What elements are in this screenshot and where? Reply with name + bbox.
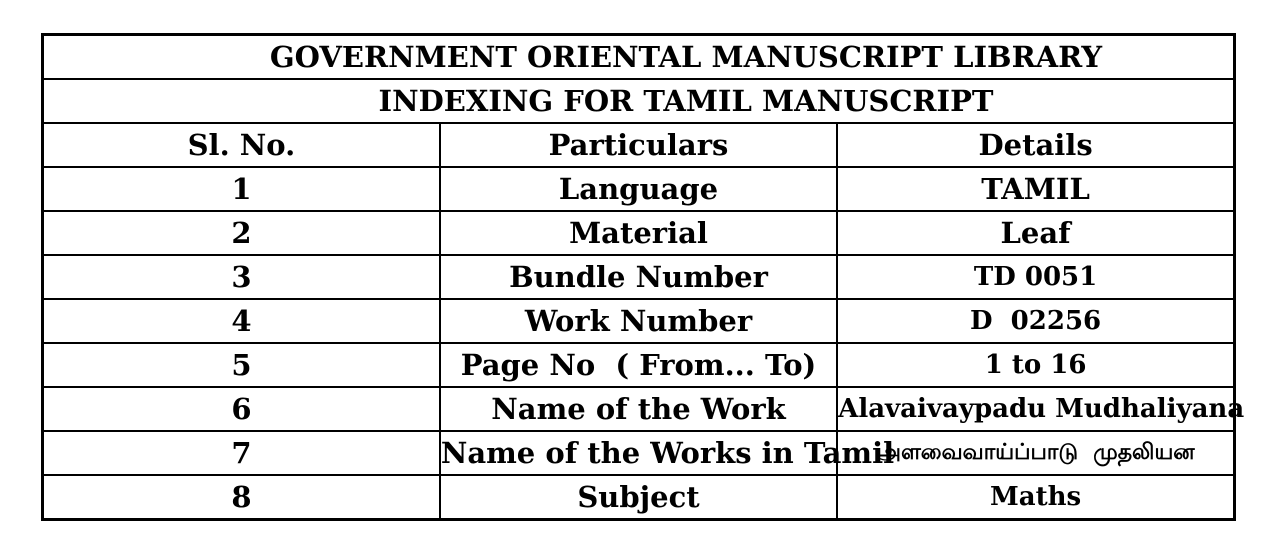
header-particulars: Particulars [440, 123, 837, 167]
row-sl-no: 1 [43, 167, 440, 211]
row-sl-no: 7 [43, 431, 440, 475]
header-details: Details [837, 123, 1234, 167]
title-row [43, 35, 1235, 80]
row-particular: Material [440, 211, 837, 255]
row-particular: Name of the Works in Tamil [440, 431, 837, 475]
row-detail: Alavaivaypadu Mudhaliyana [837, 387, 1234, 431]
index-subtitle: INDEXING FOR TAMIL MANUSCRIPT [43, 79, 1235, 123]
row-detail: Maths [837, 475, 1234, 520]
header-row [43, 123, 1235, 167]
row-detail: TD 0051 [837, 255, 1234, 299]
row-particular: Page No ( From... To) [440, 343, 837, 387]
table-row [43, 255, 1235, 299]
row-detail: 1 to 16 [837, 343, 1234, 387]
header-sl-no: Sl. No. [43, 123, 440, 167]
row-sl-no: 6 [43, 387, 440, 431]
row-particular: Subject [440, 475, 837, 520]
subtitle-row [43, 79, 1235, 123]
row-detail: D 02256 [837, 299, 1234, 343]
table-row [43, 343, 1235, 387]
library-title: GOVERNMENT ORIENTAL MANUSCRIPT LIBRARY [43, 35, 1235, 80]
table-row [43, 431, 1235, 475]
row-particular: Work Number [440, 299, 837, 343]
table-row [43, 211, 1235, 255]
manuscript-index-table [41, 33, 1245, 521]
row-sl-no: 3 [43, 255, 440, 299]
table-row [43, 387, 1235, 431]
row-particular: Name of the Work [440, 387, 837, 431]
row-detail: Leaf [837, 211, 1234, 255]
row-particular: Language [440, 167, 837, 211]
row-particular: Bundle Number [440, 255, 837, 299]
table-row [43, 475, 1235, 520]
table-row [43, 299, 1235, 343]
row-sl-no: 4 [43, 299, 440, 343]
row-sl-no: 2 [43, 211, 440, 255]
row-sl-no: 5 [43, 343, 440, 387]
row-detail-tamil: அளவைவாய்ப்பாடு முதலியன [837, 431, 1234, 475]
row-sl-no: 8 [43, 475, 440, 520]
table-row [43, 167, 1235, 211]
row-detail: TAMIL [837, 167, 1234, 211]
